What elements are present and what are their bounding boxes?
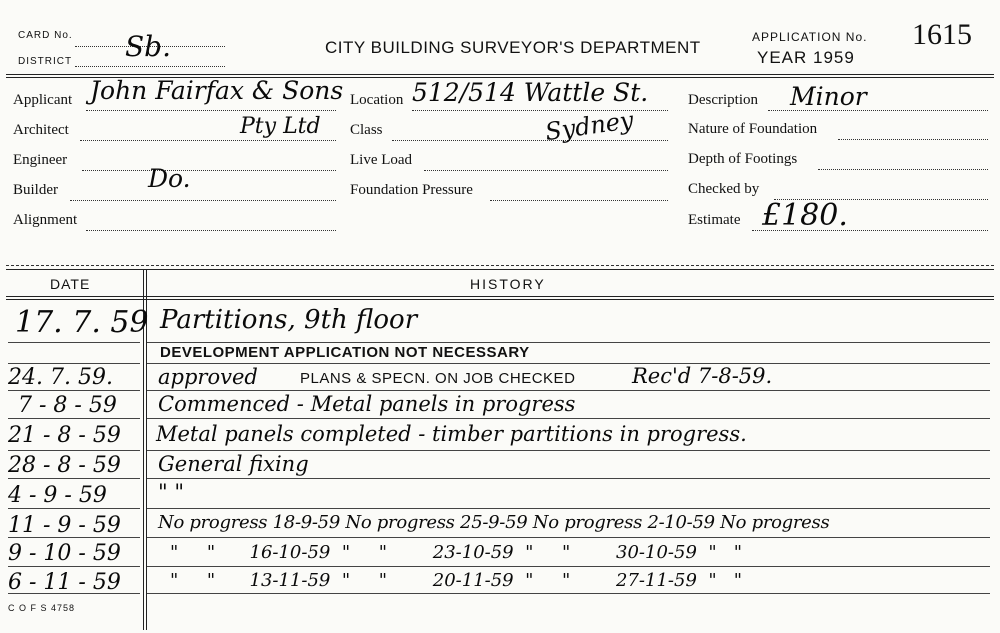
architect-dots bbox=[80, 140, 336, 141]
application-number: 1615 bbox=[912, 18, 972, 51]
description-label: Description bbox=[688, 92, 758, 108]
table-header-rule bbox=[6, 296, 994, 297]
alignment-dots bbox=[86, 230, 336, 231]
application-no-label: APPLICATION No. bbox=[752, 30, 868, 44]
applicant-dots bbox=[86, 110, 336, 111]
engineer-dots bbox=[82, 170, 336, 171]
row-rule bbox=[8, 478, 140, 479]
row-history: No progress 18-9-59 No progress 25-9-59 No progress 2-10-59 No progress bbox=[158, 512, 830, 533]
checked-by-label: Checked by bbox=[688, 181, 760, 197]
row-history: Commenced - Metal panels in progress bbox=[158, 392, 576, 416]
district-dots bbox=[75, 66, 225, 67]
nature-of-foundation-label: Nature of Foundation bbox=[688, 121, 818, 137]
row-rule bbox=[147, 342, 990, 343]
district-label: DISTRICT bbox=[18, 56, 73, 67]
builder-label: Builder bbox=[13, 182, 58, 198]
row-rule bbox=[8, 450, 140, 451]
row-rule bbox=[147, 450, 990, 451]
district-value: Sb. bbox=[125, 30, 172, 63]
depth-of-footings-label: Depth of Footings bbox=[688, 151, 798, 167]
row-rule bbox=[8, 418, 140, 419]
engineer-label: Engineer bbox=[13, 152, 68, 168]
class-dots bbox=[392, 140, 668, 141]
row-rule bbox=[147, 363, 990, 364]
depth-dots bbox=[818, 169, 988, 170]
engineer-value: Do. bbox=[148, 164, 191, 193]
row-date: 24. 7. 59. bbox=[8, 365, 113, 390]
department-title: CITY BUILDING SURVEYOR'S DEPARTMENT bbox=[325, 38, 701, 57]
row-history: Metal panels completed - timber partitions in progress. bbox=[156, 422, 747, 446]
row-rule bbox=[147, 390, 990, 391]
row-rule bbox=[147, 508, 990, 509]
row-rule bbox=[8, 508, 140, 509]
location-label: Location bbox=[350, 92, 404, 108]
architect-label: Architect bbox=[13, 122, 69, 138]
row-date: 9 - 10 - 59 bbox=[8, 541, 121, 566]
history-header: HISTORY bbox=[470, 276, 546, 292]
row-history: General fixing bbox=[158, 452, 309, 476]
estimate-value: £180. bbox=[762, 198, 848, 233]
row-rule bbox=[147, 566, 990, 567]
row-date: 11 - 9 - 59 bbox=[8, 513, 121, 538]
row-rule bbox=[8, 363, 140, 364]
row-history: " " 13-11-59 " " 20-11-59 " " 27-11-59 " " bbox=[170, 570, 743, 591]
applicant-value-cont: Pty Ltd bbox=[240, 114, 321, 139]
row-date: 17. 7. 59 bbox=[15, 305, 149, 340]
live-load-dots bbox=[424, 170, 668, 171]
row-history-typed: DEVELOPMENT APPLICATION NOT NECESSARY bbox=[160, 344, 530, 361]
class-value: Sydney bbox=[543, 105, 636, 147]
form-code: C O F S 4758 bbox=[8, 603, 76, 613]
alignment-label: Alignment bbox=[13, 212, 78, 228]
foundation-pressure-dots bbox=[490, 200, 668, 201]
applicant-label: Applicant bbox=[13, 92, 73, 108]
row-history: " " 16-10-59 " " 23-10-59 " " 30-10-59 " " bbox=[170, 542, 743, 563]
applicant-value: John Fairfax & Sons bbox=[90, 76, 344, 105]
table-header-rule-2 bbox=[6, 299, 994, 300]
row-date: 6 - 11 - 59 bbox=[8, 570, 121, 595]
row-date: 7 - 8 - 59 bbox=[18, 393, 117, 418]
row-rule bbox=[8, 342, 140, 343]
live-load-label: Live Load bbox=[350, 152, 413, 168]
row-date: 4 - 9 - 59 bbox=[8, 483, 107, 508]
row-rule bbox=[8, 390, 140, 391]
row-history: Partitions, 9th floor bbox=[160, 305, 418, 335]
row-history-typed: PLANS & SPECN. ON JOB CHECKED bbox=[300, 370, 576, 387]
nature-dots bbox=[838, 139, 988, 140]
description-value: Minor bbox=[790, 82, 867, 111]
foundation-pressure-label: Foundation Pressure bbox=[350, 182, 473, 198]
row-date: 28 - 8 - 59 bbox=[8, 453, 121, 478]
row-history-hand: approved bbox=[158, 365, 258, 389]
year-label: YEAR 1959 bbox=[757, 48, 855, 67]
table-top-rule bbox=[6, 265, 994, 266]
row-rule bbox=[147, 537, 990, 538]
row-history: " " bbox=[158, 480, 184, 504]
row-date: 21 - 8 - 59 bbox=[8, 423, 121, 448]
class-label: Class bbox=[350, 122, 383, 138]
header-rule bbox=[6, 74, 994, 75]
estimate-label: Estimate bbox=[688, 212, 741, 228]
row-rule bbox=[147, 593, 990, 594]
location-value: 512/514 Wattle St. bbox=[412, 78, 649, 107]
row-rule bbox=[8, 566, 140, 567]
row-rule bbox=[147, 418, 990, 419]
row-rule bbox=[147, 478, 990, 479]
table-top-rule-2 bbox=[6, 269, 994, 270]
card-no-label: CARD No. bbox=[18, 30, 73, 41]
builder-dots bbox=[70, 200, 336, 201]
row-history-hand: Rec'd 7-8-59. bbox=[632, 364, 773, 388]
date-header: DATE bbox=[50, 276, 91, 292]
